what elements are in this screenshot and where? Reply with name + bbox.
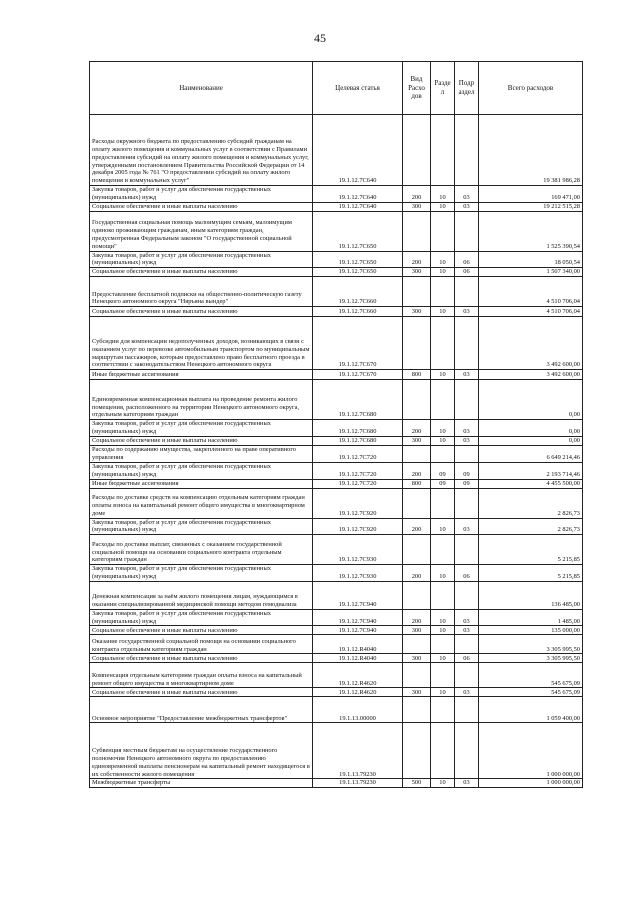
row-total: 3 492 600,00	[479, 317, 583, 370]
row-vid	[403, 488, 431, 518]
table-row	[90, 565, 583, 582]
header-podrazdel: Подр аздел	[455, 62, 479, 115]
row-vid	[403, 445, 431, 462]
row-target-code: 19.1.12.7С920	[313, 488, 403, 518]
row-razdel: 10	[431, 251, 455, 268]
table-row	[90, 420, 583, 437]
row-vid: 200	[403, 420, 431, 437]
row-target-code: 19.1.12.7С720	[313, 479, 403, 488]
row-name: Иные бюджетные ассигнования	[90, 370, 313, 380]
row-podrazdel: 03	[455, 370, 479, 380]
row-razdel	[431, 380, 455, 420]
table-row	[90, 723, 583, 779]
row-razdel	[431, 723, 455, 779]
row-target-code: 19.1.12.7С640	[313, 202, 403, 211]
row-razdel	[431, 317, 455, 370]
row-total: 19 381 986,28	[479, 115, 583, 186]
row-name: Закупка товаров, работ и услуг для обеспечения государственных (муниципальных) нужд	[90, 518, 313, 535]
row-podrazdel: 03	[455, 609, 479, 626]
row-name: Расходы по доставке средств на компенсацию отдельным категориям граждан оплаты взноса на капитальный ремонт общего имущества в многоквартирном доме	[90, 488, 313, 518]
row-vid	[403, 115, 431, 186]
table-row	[90, 609, 583, 626]
row-vid: 200	[403, 565, 431, 582]
row-podrazdel	[455, 277, 479, 307]
row-podrazdel: 03	[455, 626, 479, 635]
row-name: Социальное обеспечение и иные выплаты населению	[90, 268, 313, 277]
header-razdel: Разде л	[431, 62, 455, 115]
row-target-code: 19.1.12.7С930	[313, 565, 403, 582]
row-target-code: 19.1.13.79230	[313, 779, 403, 788]
row-target-code: 19.1.12.7С650	[313, 211, 403, 251]
row-podrazdel: 03	[455, 186, 479, 203]
row-razdel	[431, 115, 455, 186]
row-total: 0,00	[479, 380, 583, 420]
row-podrazdel	[455, 635, 479, 654]
row-razdel: 10	[431, 565, 455, 582]
table-header-row	[90, 62, 583, 115]
row-vid: 200	[403, 251, 431, 268]
table-row	[90, 115, 583, 186]
row-name: Социальное обеспечение и иные выплаты населению	[90, 626, 313, 635]
row-total: 1 507 340,00	[479, 268, 583, 277]
table-row	[90, 211, 583, 251]
row-vid: 800	[403, 479, 431, 488]
row-vid: 200	[403, 462, 431, 479]
row-vid: 200	[403, 609, 431, 626]
row-name: Социальное обеспечение и иные выплаты населению	[90, 307, 313, 317]
table-row	[90, 445, 583, 462]
row-target-code: 19.1.12.7С680	[313, 420, 403, 437]
row-target-code: 19.1.12.R4040	[313, 635, 403, 654]
row-total: 1 485,00	[479, 609, 583, 626]
row-razdel: 09	[431, 479, 455, 488]
row-name: Компенсация отдельным категориям граждан оплаты взноса на капитальный ремонт общего имущества в многоквартирном доме	[90, 663, 313, 688]
row-total: 2 826,73	[479, 488, 583, 518]
row-target-code: 19.1.12.7С670	[313, 370, 403, 380]
row-vid	[403, 277, 431, 307]
row-total: 135 000,00	[479, 626, 583, 635]
row-target-code: 19.1.12.7С930	[313, 535, 403, 565]
row-vid: 300	[403, 202, 431, 211]
row-razdel	[431, 635, 455, 654]
row-vid: 200	[403, 186, 431, 203]
row-name: Социальное обеспечение и иные выплаты населению	[90, 202, 313, 211]
row-razdel: 10	[431, 436, 455, 445]
row-razdel	[431, 488, 455, 518]
row-total: 545 675,09	[479, 663, 583, 688]
row-target-code: 19.1.12.7С720	[313, 445, 403, 462]
row-razdel: 10	[431, 688, 455, 697]
row-razdel: 10	[431, 609, 455, 626]
row-razdel: 10	[431, 186, 455, 203]
table-row	[90, 462, 583, 479]
row-vid: 500	[403, 779, 431, 788]
row-podrazdel	[455, 380, 479, 420]
row-vid: 300	[403, 688, 431, 697]
row-target-code: 19.1.12.7С650	[313, 251, 403, 268]
row-name: Основное мероприятие "Предоставление межбюджетных трансфертов"	[90, 697, 313, 723]
row-razdel	[431, 581, 455, 609]
row-name: Единовременная компенсационная выплата на проведение ремонта жилого помещения, расположенного на территории Ненецкого автономного округа, отдельным категориям граждан	[90, 380, 313, 420]
header-vid: Вид Расхо дов	[403, 62, 431, 115]
row-razdel	[431, 211, 455, 251]
row-target-code: 19.1.12.7С640	[313, 115, 403, 186]
row-razdel	[431, 535, 455, 565]
table-row	[90, 186, 583, 203]
row-vid: 200	[403, 518, 431, 535]
row-vid: 800	[403, 370, 431, 380]
row-razdel	[431, 663, 455, 688]
row-target-code: 19.1.12.7С720	[313, 462, 403, 479]
row-podrazdel: 03	[455, 436, 479, 445]
row-podrazdel: 03	[455, 688, 479, 697]
row-vid	[403, 723, 431, 779]
row-name: Денежная компенсация за наём жилого помещения лицам, нуждающимся в оказании специализированной медицинской помощи методом гемодиализа	[90, 581, 313, 609]
table-row	[90, 663, 583, 688]
row-vid: 300	[403, 626, 431, 635]
row-total: 3 305 995,50	[479, 635, 583, 654]
row-podrazdel: 06	[455, 268, 479, 277]
row-vid: 300	[403, 654, 431, 663]
row-podrazdel: 09	[455, 462, 479, 479]
row-target-code: 19.1.12.7С660	[313, 307, 403, 317]
row-target-code: 19.1.12.R4620	[313, 688, 403, 697]
row-target-code: 19.1.12.7С920	[313, 518, 403, 535]
row-total: 169 471,00	[479, 186, 583, 203]
row-target-code: 19.1.13.79230	[313, 723, 403, 779]
table-row	[90, 654, 583, 663]
row-podrazdel: 09	[455, 479, 479, 488]
table-row	[90, 479, 583, 488]
row-podrazdel	[455, 317, 479, 370]
row-target-code: 19.1.12.7С940	[313, 626, 403, 635]
row-vid: 300	[403, 436, 431, 445]
row-podrazdel: 03	[455, 420, 479, 437]
row-razdel: 10	[431, 518, 455, 535]
row-razdel	[431, 697, 455, 723]
row-podrazdel: 06	[455, 565, 479, 582]
row-podrazdel	[455, 663, 479, 688]
row-podrazdel	[455, 581, 479, 609]
row-vid	[403, 581, 431, 609]
row-razdel: 10	[431, 307, 455, 317]
table-row	[90, 626, 583, 635]
row-total: 4 510 706,04	[479, 307, 583, 317]
row-target-code: 19.1.12.7С660	[313, 277, 403, 307]
row-name: Закупка товаров, работ и услуг для обеспечения государственных (муниципальных) нужд	[90, 251, 313, 268]
row-total: 5 215,85	[479, 565, 583, 582]
row-total: 1 000 000,00	[479, 779, 583, 788]
row-name: Иные бюджетные ассигнования	[90, 479, 313, 488]
row-target-code: 19.1.12.7С940	[313, 609, 403, 626]
header-target: Целевая статья	[313, 62, 403, 115]
table-row	[90, 436, 583, 445]
row-total: 545 675,09	[479, 688, 583, 697]
table-body	[90, 115, 583, 788]
row-name: Расходы по доставке выплат, связанных с оказанием государственной социальной помощи на основании социального контракта отдельным категориям граждан	[90, 535, 313, 565]
row-podrazdel: 06	[455, 654, 479, 663]
row-podrazdel	[455, 445, 479, 462]
table-row	[90, 779, 583, 788]
row-podrazdel: 03	[455, 779, 479, 788]
row-name: Субсидии для компенсации недополученных доходов, возникающих в связи с оказанием услуг по перевозке автомобильным транспортом по муниципальным маршрутам пассажиров, которым предоставлено право бесплатного проезда в соответствии с законодательством Ненецкого автономного округа	[90, 317, 313, 370]
row-name: Закупка товаров, работ и услуг для обеспечения государственных (муниципальных) нужд	[90, 462, 313, 479]
table-row	[90, 277, 583, 307]
row-name: Субвенция местным бюджетам на осуществление государственного полномочия Ненецкого автономного округа по предоставлению единовременной выплаты пенсионерам на капитальный ремонт находящегося в их собственности жилого помещения	[90, 723, 313, 779]
row-vid	[403, 211, 431, 251]
table-row	[90, 697, 583, 723]
table-row	[90, 317, 583, 370]
row-total: 5 215,85	[479, 535, 583, 565]
row-razdel: 10	[431, 202, 455, 211]
row-name: Социальное обеспечение и иные выплаты населению	[90, 436, 313, 445]
row-podrazdel	[455, 115, 479, 186]
row-target-code: 19.1.12.7С680	[313, 380, 403, 420]
row-razdel: 10	[431, 654, 455, 663]
row-razdel: 10	[431, 370, 455, 380]
row-name: Закупка товаров, работ и услуг для обеспечения государственных (муниципальных) нужд	[90, 420, 313, 437]
row-total: 1 525 390,54	[479, 211, 583, 251]
row-razdel	[431, 445, 455, 462]
table-row	[90, 268, 583, 277]
row-name: Предоставление бесплатной подписки на общественно-политическую газету Ненецкого автономного округа "Няръяна вындер"	[90, 277, 313, 307]
table-row	[90, 688, 583, 697]
row-podrazdel	[455, 488, 479, 518]
row-target-code: 19.1.13.00000	[313, 697, 403, 723]
row-podrazdel: 03	[455, 202, 479, 211]
row-name: Оказание государственной социальной помощи на основании социального контракта отдельным категориям граждан	[90, 635, 313, 654]
row-name: Закупка товаров, работ и услуг для обеспечения государственных (муниципальных) нужд	[90, 186, 313, 203]
page-number: 45	[314, 31, 326, 45]
row-podrazdel	[455, 535, 479, 565]
row-podrazdel: 03	[455, 307, 479, 317]
row-podrazdel	[455, 697, 479, 723]
header-total: Всего расходов	[479, 62, 583, 115]
row-target-code: 19.1.12.7С940	[313, 581, 403, 609]
header-name: Наименование	[90, 62, 313, 115]
row-total: 3 305 995,50	[479, 654, 583, 663]
row-total: 2 826,73	[479, 518, 583, 535]
row-name: Закупка товаров, работ и услуг для обеспечения государственных (муниципальных) нужд	[90, 609, 313, 626]
row-name: Закупка товаров, работ и услуг для обеспечения государственных (муниципальных) нужд	[90, 565, 313, 582]
row-total: 4 510 706,04	[479, 277, 583, 307]
row-name: Социальное обеспечение и иные выплаты населению	[90, 688, 313, 697]
row-razdel: 10	[431, 268, 455, 277]
row-vid	[403, 380, 431, 420]
row-podrazdel: 06	[455, 251, 479, 268]
row-vid: 300	[403, 307, 431, 317]
row-razdel: 10	[431, 420, 455, 437]
row-total: 6 649 214,46	[479, 445, 583, 462]
row-total: 1 059 400,00	[479, 697, 583, 723]
row-target-code: 19.1.12.7С680	[313, 436, 403, 445]
table-row	[90, 635, 583, 654]
table-row	[90, 518, 583, 535]
row-total: 2 193 714,46	[479, 462, 583, 479]
row-razdel: 09	[431, 462, 455, 479]
row-target-code: 19.1.12.7С650	[313, 268, 403, 277]
row-total: 3 492 600,00	[479, 370, 583, 380]
row-total: 19 212 515,28	[479, 202, 583, 211]
row-target-code: 19.1.12.R4040	[313, 654, 403, 663]
row-name: Государственная социальная помощь малоимущим семьям, малоимущим одиноко проживающим гражданам, иным категориям граждан, предусмотренная Федеральным законом "О государственной социальной помощи"	[90, 211, 313, 251]
row-vid	[403, 697, 431, 723]
row-total: 1 000 000,00	[479, 723, 583, 779]
row-total: 4 455 500,00	[479, 479, 583, 488]
row-target-code: 19.1.12.R4620	[313, 663, 403, 688]
table-row	[90, 251, 583, 268]
table-row	[90, 535, 583, 565]
table-row	[90, 488, 583, 518]
row-total: 136 485,00	[479, 581, 583, 609]
row-name: Расходы окружного бюджета по предоставлению субсидий гражданам на оплату жилого помещения и коммунальных услуг в соответствии с Правилами предоставления субсидий на оплату жилого помещения и коммунальных услуг, утвержденными постановлением Правительства Российской Федерации от 14 декабря 2005 года № 761 "О предоставлении субсидий на оплату жилого помещения и коммунальных услуг"	[90, 115, 313, 186]
row-razdel: 10	[431, 626, 455, 635]
row-vid: 300	[403, 268, 431, 277]
row-target-code: 19.1.12.7С640	[313, 186, 403, 203]
table-row	[90, 581, 583, 609]
row-name: Межбюджетные трансферты	[90, 779, 313, 788]
row-razdel	[431, 277, 455, 307]
row-vid	[403, 635, 431, 654]
row-vid	[403, 663, 431, 688]
table-row	[90, 202, 583, 211]
table-row	[90, 307, 583, 317]
row-total: 0,00	[479, 436, 583, 445]
row-podrazdel: 03	[455, 518, 479, 535]
row-razdel: 10	[431, 779, 455, 788]
row-name: Расходы по содержанию имущества, закрепленного на праве оперативного управления	[90, 445, 313, 462]
budget-table	[89, 61, 583, 788]
row-target-code: 19.1.12.7С670	[313, 317, 403, 370]
table-row	[90, 380, 583, 420]
row-total: 0,00	[479, 420, 583, 437]
row-podrazdel	[455, 723, 479, 779]
row-total: 18 050,54	[479, 251, 583, 268]
table-row	[90, 370, 583, 380]
row-name: Социальное обеспечение и иные выплаты населению	[90, 654, 313, 663]
row-vid	[403, 535, 431, 565]
row-vid	[403, 317, 431, 370]
row-podrazdel	[455, 211, 479, 251]
